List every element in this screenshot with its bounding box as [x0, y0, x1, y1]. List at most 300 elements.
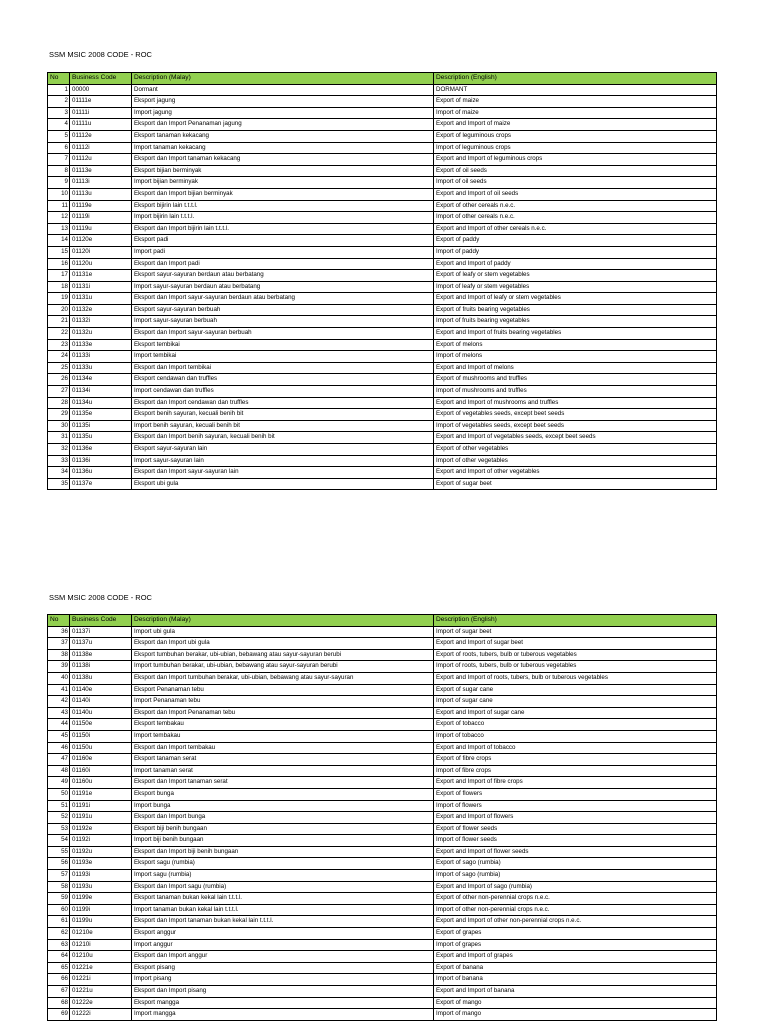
row-number: 1 [48, 84, 70, 96]
description-malay: Eksport padi [132, 235, 434, 247]
description-english: Export and Import of oil seeds [434, 188, 717, 200]
row-number: 45 [48, 730, 70, 742]
row-number: 62 [48, 928, 70, 940]
row-number: 47 [48, 754, 70, 766]
table-row [48, 939, 717, 951]
table-row [48, 270, 717, 282]
msic-code-table [47, 614, 717, 1021]
row-number: 14 [48, 235, 70, 247]
description-english: Export and Import of leafy or stem vegetables [434, 293, 717, 305]
row-number: 29 [48, 409, 70, 421]
row-number: 41 [48, 684, 70, 696]
row-number: 43 [48, 707, 70, 719]
business-code: 01131u [70, 293, 132, 305]
row-number: 40 [48, 672, 70, 684]
row-number: 60 [48, 904, 70, 916]
msic-code-table [47, 72, 717, 490]
table-row [48, 467, 717, 479]
row-number: 44 [48, 719, 70, 731]
description-english: Export of flowers [434, 788, 717, 800]
description-malay: Import bijirin lain t.t.t.l. [132, 212, 434, 224]
table-row [48, 684, 717, 696]
business-code: 01132i [70, 316, 132, 328]
business-code: 01133u [70, 362, 132, 374]
description-malay: Import tumbuhan berakar, ubi-ubian, bebawang atau sayur-sayuran berubi [132, 661, 434, 673]
description-malay: Eksport mangga [132, 997, 434, 1009]
business-code: 01119i [70, 212, 132, 224]
description-malay: Import ubi gula [132, 626, 434, 638]
description-english: Export of other cereals n.e.c. [434, 200, 717, 212]
description-english: Import of grapes [434, 939, 717, 951]
table-row [48, 444, 717, 456]
row-number: 7 [48, 154, 70, 166]
description-malay: Import sayur-sayuran berdaun atau berbatang [132, 281, 434, 293]
table-header-row [48, 73, 717, 85]
table-row [48, 177, 717, 189]
row-number: 38 [48, 649, 70, 661]
description-malay: Eksport pisang [132, 962, 434, 974]
row-number: 30 [48, 420, 70, 432]
table-row [48, 649, 717, 661]
business-code: 01150u [70, 742, 132, 754]
description-malay: Eksport dan Import tanaman kekacang [132, 154, 434, 166]
row-number: 69 [48, 1009, 70, 1021]
table-row [48, 626, 717, 638]
business-code: 01193e [70, 858, 132, 870]
description-english: Import of vegetables seeds, except beet seeds [434, 420, 717, 432]
description-english: Export of paddy [434, 235, 717, 247]
business-code: 01221e [70, 962, 132, 974]
description-malay: Eksport tanaman serat [132, 754, 434, 766]
description-english: Import of melons [434, 351, 717, 363]
description-english: Export of oil seeds [434, 165, 717, 177]
row-number: 35 [48, 478, 70, 490]
table-row [48, 293, 717, 305]
description-malay: Eksport tembakau [132, 719, 434, 731]
business-code: 01112e [70, 130, 132, 142]
page-title: SSM MSIC 2008 CODE - ROC [49, 593, 152, 602]
description-malay: Import Penanaman tebu [132, 696, 434, 708]
description-english: Export of banana [434, 962, 717, 974]
business-code: 01131i [70, 281, 132, 293]
description-english: Export of mushrooms and truffles [434, 374, 717, 386]
table-row [48, 951, 717, 963]
business-code: 01222e [70, 997, 132, 1009]
business-code: 01135e [70, 409, 132, 421]
row-number: 61 [48, 916, 70, 928]
description-malay: Eksport dan Import biji benih bungaan [132, 846, 434, 858]
business-code: 01160e [70, 754, 132, 766]
description-malay: Import padi [132, 246, 434, 258]
business-code: 01160u [70, 777, 132, 789]
description-malay: Eksport dan Import tanaman bukan kekal lain t.t.t.l. [132, 916, 434, 928]
description-english: Export and Import of other non-perennial crops n.e.c. [434, 916, 717, 928]
row-number: 53 [48, 823, 70, 835]
business-code: 01160i [70, 765, 132, 777]
description-malay: Eksport dan Import sayur-sayuran berdaun atau berbatang [132, 293, 434, 305]
description-malay: Eksport sagu (rumbia) [132, 858, 434, 870]
business-code: 01132e [70, 304, 132, 316]
description-malay: Eksport jagung [132, 96, 434, 108]
table-row [48, 455, 717, 467]
description-malay: Eksport dan Import tembakau [132, 742, 434, 754]
business-code: 01210i [70, 939, 132, 951]
description-malay: Eksport benih sayuran, kecuali benih bit [132, 409, 434, 421]
description-malay: Eksport sayur-sayuran berbuah [132, 304, 434, 316]
table-row [48, 142, 717, 154]
row-number: 27 [48, 386, 70, 398]
description-malay: Eksport dan Import padi [132, 258, 434, 270]
row-number: 16 [48, 258, 70, 270]
row-number: 56 [48, 858, 70, 870]
table-row [48, 638, 717, 650]
table-row [48, 870, 717, 882]
description-malay: Eksport cendawan dan truffles [132, 374, 434, 386]
description-english: Export of fibre crops [434, 754, 717, 766]
row-number: 66 [48, 974, 70, 986]
table-row [48, 223, 717, 235]
row-number: 21 [48, 316, 70, 328]
row-number: 17 [48, 270, 70, 282]
table-row [48, 362, 717, 374]
row-number: 50 [48, 788, 70, 800]
table-row [48, 200, 717, 212]
row-number: 31 [48, 432, 70, 444]
description-english: Export and Import of paddy [434, 258, 717, 270]
description-malay: Eksport dan Import anggur [132, 951, 434, 963]
description-english: Export of melons [434, 339, 717, 351]
description-english: Export and Import of sugar beet [434, 638, 717, 650]
description-english: Export of other non-perennial crops n.e.c. [434, 893, 717, 905]
business-code: 01221i [70, 974, 132, 986]
business-code: 01199u [70, 916, 132, 928]
description-english: Export of sugar beet [434, 478, 717, 490]
table-row [48, 478, 717, 490]
description-malay: Import jagung [132, 107, 434, 119]
table-row [48, 351, 717, 363]
description-malay: Import tanaman bukan kekal lain t.t.t.l. [132, 904, 434, 916]
description-malay: Eksport tembikai [132, 339, 434, 351]
business-code: 01199i [70, 904, 132, 916]
description-english: Import of roots, tubers, bulb or tuberous vegetables [434, 661, 717, 673]
row-number: 13 [48, 223, 70, 235]
description-malay: Eksport dan Import sagu (rumbia) [132, 881, 434, 893]
business-code: 01136u [70, 467, 132, 479]
row-number: 33 [48, 455, 70, 467]
row-number: 52 [48, 812, 70, 824]
table-row [48, 858, 717, 870]
description-english: Export of other vegetables [434, 444, 717, 456]
description-malay: Eksport dan Import sayur-sayuran lain [132, 467, 434, 479]
table-row [48, 130, 717, 142]
business-code: 01120i [70, 246, 132, 258]
table-row [48, 812, 717, 824]
row-number: 54 [48, 835, 70, 847]
header-description-malay: Description (Malay) [132, 73, 434, 85]
description-english: Export and Import of melons [434, 362, 717, 374]
business-code: 01111e [70, 96, 132, 108]
row-number: 11 [48, 200, 70, 212]
row-number: 23 [48, 339, 70, 351]
row-number: 6 [48, 142, 70, 154]
description-english: Export and Import of sugar cane [434, 707, 717, 719]
row-number: 15 [48, 246, 70, 258]
description-english: Import of mushrooms and truffles [434, 386, 717, 398]
description-english: Import of paddy [434, 246, 717, 258]
description-english: Export and Import of leguminous crops [434, 154, 717, 166]
row-number: 3 [48, 107, 70, 119]
description-english: Import of sugar beet [434, 626, 717, 638]
description-english: Export and Import of banana [434, 986, 717, 998]
description-english: Import of leafy or stem vegetables [434, 281, 717, 293]
table-row [48, 154, 717, 166]
description-malay: Eksport bijian berminyak [132, 165, 434, 177]
business-code: 01138e [70, 649, 132, 661]
header-description-malay: Description (Malay) [132, 615, 434, 627]
row-number: 8 [48, 165, 70, 177]
row-number: 57 [48, 870, 70, 882]
business-code: 00000 [70, 84, 132, 96]
description-english: Export and Import of grapes [434, 951, 717, 963]
row-number: 36 [48, 626, 70, 638]
description-malay: Eksport ubi gula [132, 478, 434, 490]
description-english: Import of mango [434, 1009, 717, 1021]
table-row [48, 719, 717, 731]
business-code: 01192e [70, 823, 132, 835]
business-code: 01140u [70, 707, 132, 719]
header-description-english: Description (English) [434, 615, 717, 627]
description-malay: Eksport bunga [132, 788, 434, 800]
table-row [48, 788, 717, 800]
business-code: 01119u [70, 223, 132, 235]
table-row [48, 765, 717, 777]
description-english: Import of other cereals n.e.c. [434, 212, 717, 224]
description-english: Import of leguminous crops [434, 142, 717, 154]
table-row [48, 107, 717, 119]
business-code: 01112u [70, 154, 132, 166]
description-english: Export and Import of tobacco [434, 742, 717, 754]
description-malay: Import tanaman kekacang [132, 142, 434, 154]
header-business-code: Business Code [70, 73, 132, 85]
row-number: 20 [48, 304, 70, 316]
table-row [48, 696, 717, 708]
table-row [48, 916, 717, 928]
business-code: 01111i [70, 107, 132, 119]
business-code: 01140e [70, 684, 132, 696]
row-number: 37 [48, 638, 70, 650]
row-number: 46 [48, 742, 70, 754]
table-row [48, 986, 717, 998]
row-number: 67 [48, 986, 70, 998]
table-row [48, 246, 717, 258]
table-row [48, 823, 717, 835]
row-number: 49 [48, 777, 70, 789]
table-row [48, 846, 717, 858]
description-malay: Import tembakau [132, 730, 434, 742]
business-code: 01136e [70, 444, 132, 456]
table-row [48, 974, 717, 986]
description-malay: Import sayur-sayuran berbuah [132, 316, 434, 328]
description-english: Export of roots, tubers, bulb or tuberous vegetables [434, 649, 717, 661]
business-code: 01120u [70, 258, 132, 270]
description-malay: Dormant [132, 84, 434, 96]
header-business-code: Business Code [70, 615, 132, 627]
description-english: Export of maize [434, 96, 717, 108]
description-malay: Import pisang [132, 974, 434, 986]
description-malay: Import anggur [132, 939, 434, 951]
business-code: 01199e [70, 893, 132, 905]
table-row [48, 96, 717, 108]
business-code: 01134i [70, 386, 132, 398]
table-row [48, 754, 717, 766]
description-english: Import of flower seeds [434, 835, 717, 847]
description-english: Import of other non-perennial crops n.e.c. [434, 904, 717, 916]
row-number: 19 [48, 293, 70, 305]
row-number: 32 [48, 444, 70, 456]
description-malay: Import mangga [132, 1009, 434, 1021]
row-number: 4 [48, 119, 70, 131]
description-english: Export and Import of other vegetables [434, 467, 717, 479]
table-row [48, 432, 717, 444]
business-code: 01210e [70, 928, 132, 940]
description-malay: Import bijian berminyak [132, 177, 434, 189]
business-code: 01150i [70, 730, 132, 742]
table-row [48, 893, 717, 905]
description-english: Import of fruits bearing vegetables [434, 316, 717, 328]
table-row [48, 742, 717, 754]
description-english: Export of vegetables seeds, except beet seeds [434, 409, 717, 421]
description-english: Export of sago (rumbia) [434, 858, 717, 870]
header-description-english: Description (English) [434, 73, 717, 85]
row-number: 24 [48, 351, 70, 363]
description-malay: Eksport dan Import tembikai [132, 362, 434, 374]
row-number: 39 [48, 661, 70, 673]
description-malay: Eksport tanaman kekacang [132, 130, 434, 142]
description-malay: Import biji benih bungaan [132, 835, 434, 847]
table-row [48, 212, 717, 224]
description-english: Export and Import of maize [434, 119, 717, 131]
business-code: 01133e [70, 339, 132, 351]
description-malay: Eksport dan Import ubi gula [132, 638, 434, 650]
description-english: Export and Import of other cereals n.e.c. [434, 223, 717, 235]
description-malay: Eksport dan Import Penanaman tebu [132, 707, 434, 719]
business-code: 01222i [70, 1009, 132, 1021]
row-number: 65 [48, 962, 70, 974]
business-code: 01137i [70, 626, 132, 638]
table-row [48, 1009, 717, 1021]
business-code: 01192u [70, 846, 132, 858]
row-number: 28 [48, 397, 70, 409]
description-english: Import of tobacco [434, 730, 717, 742]
row-number: 10 [48, 188, 70, 200]
table-row [48, 835, 717, 847]
row-number: 55 [48, 846, 70, 858]
header-no: No [48, 615, 70, 627]
table-row [48, 730, 717, 742]
description-malay: Eksport dan Import tanaman serat [132, 777, 434, 789]
description-malay: Eksport Penanaman tebu [132, 684, 434, 696]
description-english: Export of mango [434, 997, 717, 1009]
table-row [48, 420, 717, 432]
description-malay: Eksport sayur-sayuran lain [132, 444, 434, 456]
description-english: Export of sugar cane [434, 684, 717, 696]
row-number: 2 [48, 96, 70, 108]
description-malay: Eksport dan Import benih sayuran, kecuali benih bit [132, 432, 434, 444]
business-code: 01191i [70, 800, 132, 812]
business-code: 01221u [70, 986, 132, 998]
description-malay: Eksport anggur [132, 928, 434, 940]
row-number: 42 [48, 696, 70, 708]
description-malay: Eksport tanaman bukan kekal lain t.t.t.l. [132, 893, 434, 905]
business-code: 01136i [70, 455, 132, 467]
business-code: 01137u [70, 638, 132, 650]
description-malay: Eksport dan Import pisang [132, 986, 434, 998]
row-number: 59 [48, 893, 70, 905]
row-number: 18 [48, 281, 70, 293]
page-title: SSM MSIC 2008 CODE - ROC [49, 50, 152, 59]
table-row [48, 386, 717, 398]
description-malay: Eksport dan Import tumbuhan berakar, ubi-ubian, bebawang atau sayur-sayuran [132, 672, 434, 684]
row-number: 58 [48, 881, 70, 893]
table-row [48, 997, 717, 1009]
table-row [48, 409, 717, 421]
description-malay: Import tanaman serat [132, 765, 434, 777]
description-english: Export and Import of roots, tubers, bulb or tuberous vegetables [434, 672, 717, 684]
description-english: Export and Import of sago (rumbia) [434, 881, 717, 893]
description-english: Import of oil seeds [434, 177, 717, 189]
business-code: 01134e [70, 374, 132, 386]
description-english: Export of flower seeds [434, 823, 717, 835]
description-malay: Eksport dan Import bijirin lain t.t.t.l. [132, 223, 434, 235]
business-code: 01134u [70, 397, 132, 409]
business-code: 01191u [70, 812, 132, 824]
business-code: 01111u [70, 119, 132, 131]
row-number: 48 [48, 765, 70, 777]
business-code: 01192i [70, 835, 132, 847]
row-number: 22 [48, 328, 70, 340]
business-code: 01140i [70, 696, 132, 708]
row-number: 34 [48, 467, 70, 479]
business-code: 01113u [70, 188, 132, 200]
business-code: 01113i [70, 177, 132, 189]
table-row [48, 777, 717, 789]
table-header-row [48, 615, 717, 627]
business-code: 01138i [70, 661, 132, 673]
table-row [48, 258, 717, 270]
table-row [48, 928, 717, 940]
description-english: Import of flowers [434, 800, 717, 812]
description-english: Export and Import of fibre crops [434, 777, 717, 789]
table-row [48, 962, 717, 974]
description-malay: Eksport dan Import sayur-sayuran berbuah [132, 328, 434, 340]
description-english: Import of sugar cane [434, 696, 717, 708]
description-english: Export and Import of flowers [434, 812, 717, 824]
description-english: Export of leafy or stem vegetables [434, 270, 717, 282]
table-row [48, 165, 717, 177]
table-row [48, 800, 717, 812]
description-malay: Eksport tumbuhan berakar, ubi-ubian, bebawang atau sayur-sayuran berubi [132, 649, 434, 661]
header-no: No [48, 73, 70, 85]
table-row [48, 374, 717, 386]
business-code: 01210u [70, 951, 132, 963]
description-malay: Import sayur-sayuran lain [132, 455, 434, 467]
description-malay: Eksport dan Import cendawan dan truffles [132, 397, 434, 409]
business-code: 01113e [70, 165, 132, 177]
table-row [48, 119, 717, 131]
description-english: Import of fibre crops [434, 765, 717, 777]
row-number: 12 [48, 212, 70, 224]
business-code: 01193i [70, 870, 132, 882]
